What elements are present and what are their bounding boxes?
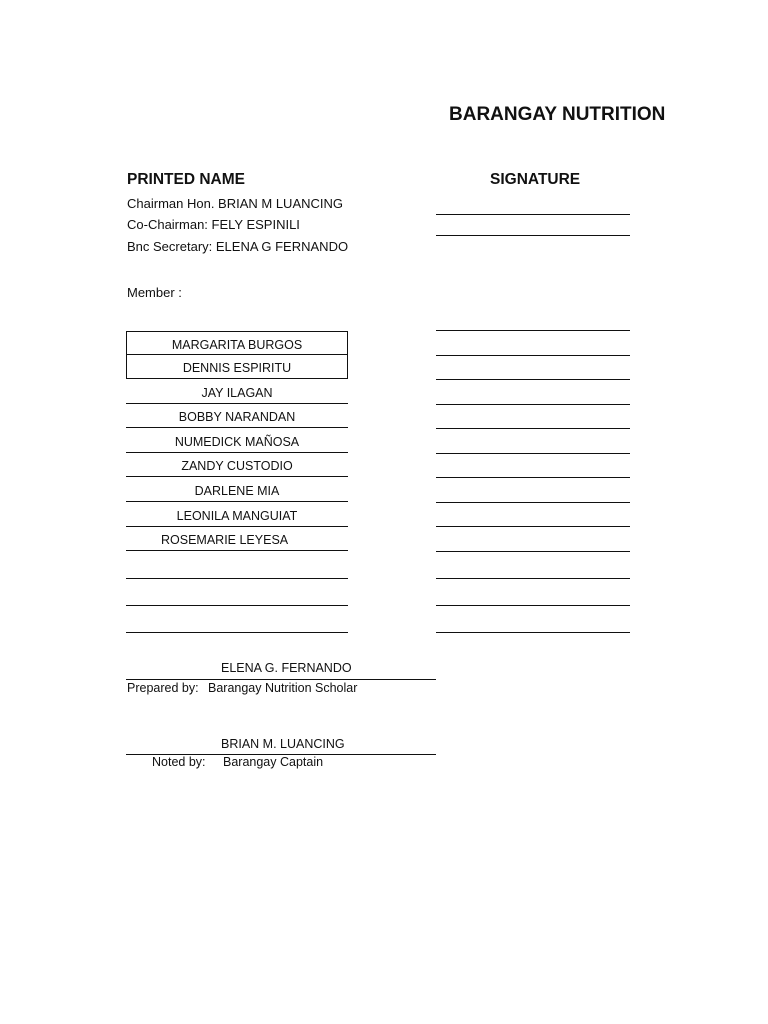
member-name-6: ZANDY CUSTODIO: [126, 453, 348, 477]
signature-line-member: [436, 502, 630, 503]
signature-line-member: [436, 355, 630, 356]
noted-by-role: Barangay Captain: [223, 755, 324, 769]
member-name-8: LEONILA MANGUIAT: [126, 503, 348, 527]
member-name-7: DARLENE MIA: [126, 478, 348, 502]
signature-line-member: [436, 453, 630, 454]
officer-chairman: Chairman Hon. BRIAN M LUANCING: [127, 196, 343, 211]
officer-secretary: Bnc Secretary: ELENA G FERNANDO: [127, 239, 349, 254]
blank-name-line: [126, 605, 348, 606]
prepared-by-line: [126, 679, 436, 680]
signature-line-chairman: [436, 214, 630, 215]
printed-name-header: PRINTED NAME: [127, 171, 245, 188]
member-name-2: DENNIS ESPIRITU: [126, 355, 348, 379]
officer-co-chairman: Co-Chairman: FELY ESPINILI: [127, 217, 300, 232]
member-name-4: BOBBY NARANDAN: [126, 404, 348, 428]
signature-line-member: [436, 578, 630, 579]
member-name-5: NUMEDICK MAÑOSA: [126, 429, 348, 453]
member-name-1: MARGARITA BURGOS: [126, 331, 348, 355]
signature-line-member: [436, 605, 630, 606]
member-name-9: ROSEMARIE LEYESA: [126, 527, 348, 551]
signature-line-member: [436, 477, 630, 478]
signature-line-member: [436, 551, 630, 552]
signature-line-member: [436, 428, 630, 429]
noted-by-name: BRIAN M. LUANCING: [221, 737, 345, 751]
signature-line-member: [436, 404, 630, 405]
signature-line-co-chairman: [436, 235, 630, 236]
signature-line-member: [436, 526, 630, 527]
member-label: Member :: [127, 285, 182, 300]
blank-name-line: [126, 578, 348, 579]
prepared-by-name: ELENA G. FERNANDO: [221, 661, 352, 675]
signature-line-member: [436, 632, 630, 633]
signature-line-member: [436, 379, 630, 380]
document-title: BARANGAY NUTRITION: [449, 104, 666, 125]
signature-line-member: [436, 330, 630, 331]
noted-by-label: Noted by:: [152, 755, 206, 769]
blank-name-line: [126, 632, 348, 633]
prepared-by-role: Barangay Nutrition Scholar: [208, 681, 358, 695]
signature-header: SIGNATURE: [490, 171, 581, 188]
prepared-by-label: Prepared by:: [127, 681, 199, 695]
member-name-3: JAY ILAGAN: [126, 380, 348, 404]
